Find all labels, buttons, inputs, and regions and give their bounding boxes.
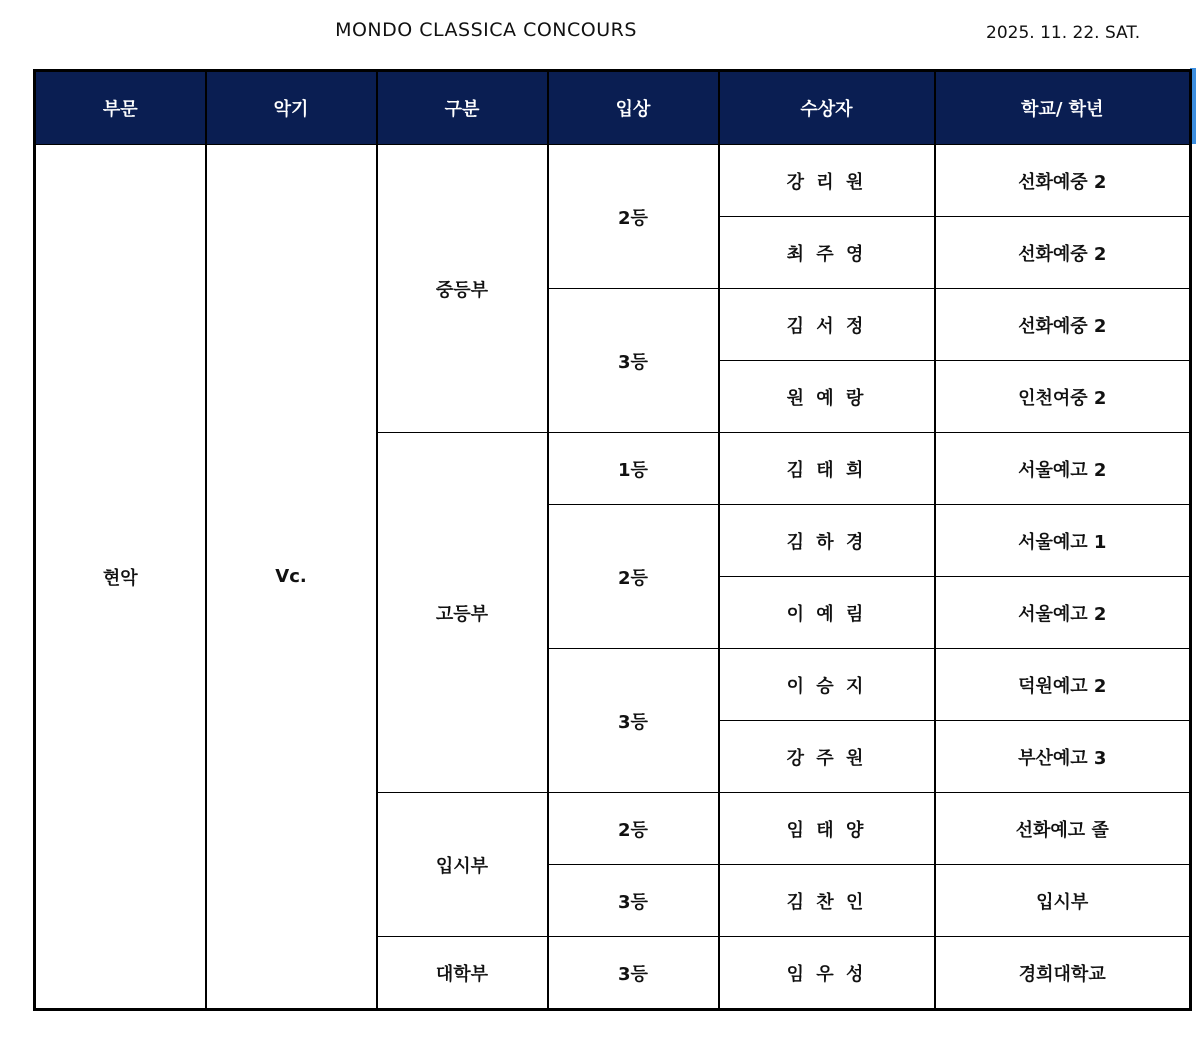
- winner-cell: 김 태 희: [719, 433, 935, 505]
- group-cell: 대학부: [377, 937, 548, 1010]
- winner-cell: 강 주 원: [719, 721, 935, 793]
- column-header-winner: 수상자: [719, 71, 935, 145]
- school-cell: 서울예고 2: [935, 577, 1191, 649]
- rank-cell: 3등: [548, 649, 719, 793]
- rank-cell: 2등: [548, 793, 719, 865]
- table-header-row: [35, 71, 1191, 145]
- winner-cell: 임 태 양: [719, 793, 935, 865]
- school-cell: 서울예고 1: [935, 505, 1191, 577]
- school-cell: 선화예중 2: [935, 289, 1191, 361]
- winner-cell: 김 찬 인: [719, 865, 935, 937]
- rank-cell: 2등: [548, 505, 719, 649]
- winner-cell: 강 리 원: [719, 145, 935, 217]
- school-cell: 선화예중 2: [935, 145, 1191, 217]
- column-header-school: 학교/ 학년: [935, 71, 1191, 145]
- winner-cell: 김 서 정: [719, 289, 935, 361]
- winner-cell: 최 주 영: [719, 217, 935, 289]
- school-cell: 서울예고 2: [935, 433, 1191, 505]
- winner-cell: 원 예 랑: [719, 361, 935, 433]
- rank-cell: 3등: [548, 865, 719, 937]
- group-cell: 중등부: [377, 145, 548, 433]
- winner-cell: 이 예 림: [719, 577, 935, 649]
- instrument-cell: Vc.: [206, 145, 377, 1010]
- school-cell: 경희대학교: [935, 937, 1191, 1010]
- rank-cell: 1등: [548, 433, 719, 505]
- column-header-group: 구분: [377, 71, 548, 145]
- column-header-instrument: 악기: [206, 71, 377, 145]
- results-table: [33, 69, 1192, 1011]
- school-cell: 선화예중 2: [935, 217, 1191, 289]
- school-cell: 부산예고 3: [935, 721, 1191, 793]
- group-cell: 고등부: [377, 433, 548, 793]
- division-cell: 현악: [35, 145, 206, 1010]
- table-row: [35, 145, 1191, 217]
- school-cell: 덕원예고 2: [935, 649, 1191, 721]
- rank-cell: 3등: [548, 289, 719, 433]
- rank-cell: 2등: [548, 145, 719, 289]
- winner-cell: 이 승 지: [719, 649, 935, 721]
- column-header-rank: 입상: [548, 71, 719, 145]
- column-header-division: 부문: [35, 71, 206, 145]
- group-cell: 입시부: [377, 793, 548, 937]
- document-title: MONDO CLASSICA CONCOURS: [335, 19, 637, 41]
- event-date: 2025. 11. 22. SAT.: [986, 23, 1141, 43]
- school-cell: 인천여중 2: [935, 361, 1191, 433]
- school-cell: 입시부: [935, 865, 1191, 937]
- winner-cell: 임 우 성: [719, 937, 935, 1010]
- winner-cell: 김 하 경: [719, 505, 935, 577]
- school-cell: 선화예고 졸: [935, 793, 1191, 865]
- rank-cell: 3등: [548, 937, 719, 1010]
